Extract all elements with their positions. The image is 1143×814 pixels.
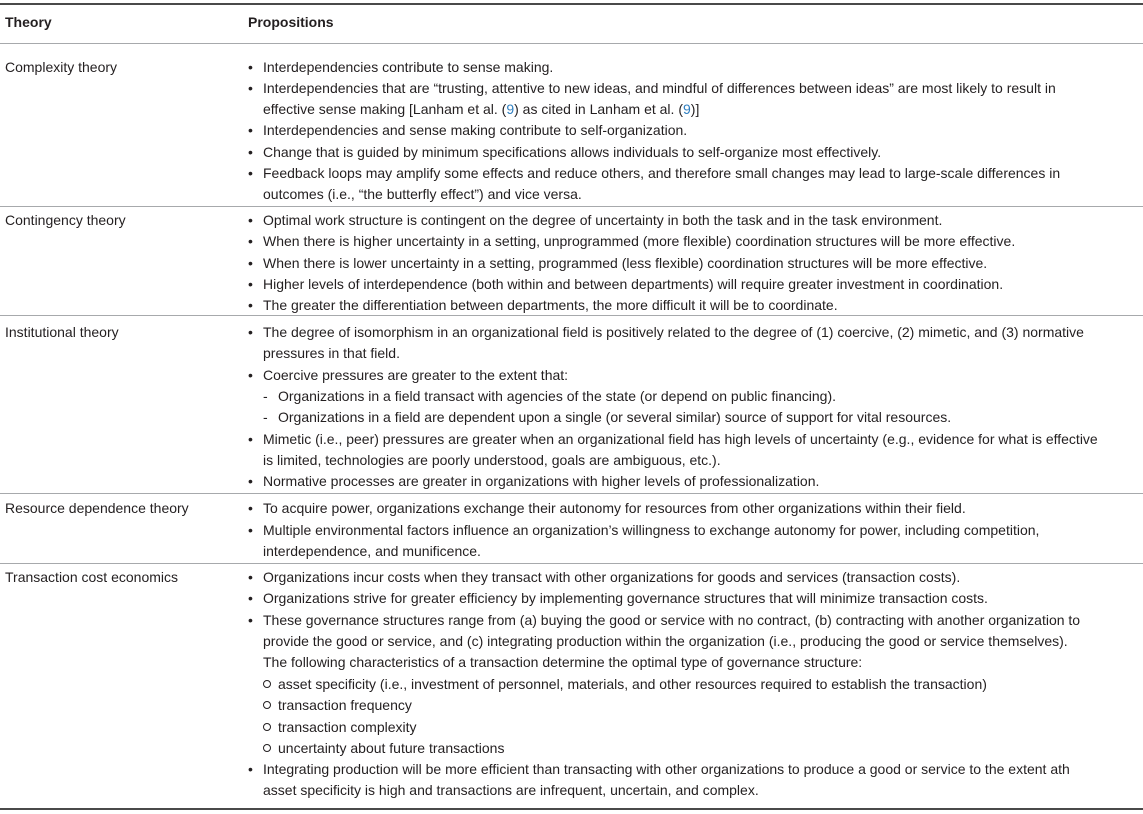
table-bottom-rule: [0, 808, 1143, 810]
row-divider: [0, 206, 1143, 207]
header-bottom-rule: [0, 43, 1143, 44]
circle-bullet: [263, 680, 271, 688]
header-theory: Theory: [5, 14, 52, 30]
dash-marker: -: [263, 388, 268, 404]
row-divider: [0, 493, 1143, 494]
circle-bullet: [263, 701, 271, 709]
proposition-line: Optimal work structure is contingent on the degree of uncertainty in both the task and in the task environment.: [263, 212, 943, 228]
theory-transaction-cost: Transaction cost economics: [5, 569, 178, 585]
dash-marker: -: [263, 409, 268, 425]
bullet: •: [248, 612, 253, 628]
sub-proposition-line: Organizations in a field are dependent upon a single (or several similar) source of support for vital resources.: [278, 409, 952, 425]
proposition-line: is limited, technologies are poorly understood, goals are ambiguous, etc.).: [263, 452, 721, 468]
proposition-line: provide the good or service, and (c) integrating production within the organization (i.e., producing the good or service themselves).: [263, 633, 1068, 649]
citation-link[interactable]: 9: [506, 101, 515, 117]
bullet: •: [248, 590, 253, 606]
bullet: •: [248, 165, 253, 181]
proposition-line: Feedback loops may amplify some effects and reduce others, and therefore small changes may lead to large-scale differences in: [263, 165, 1061, 181]
theory-contingency: Contingency theory: [5, 212, 126, 228]
proposition-line: To acquire power, organizations exchange their autonomy for resources from other organizations within their field.: [263, 500, 966, 516]
proposition-line: Multiple environmental factors influence an organization’s willingness to exchange autonomy for power, including competition,: [263, 522, 1040, 538]
row-divider: [0, 563, 1143, 564]
proposition-line: pressures in that field.: [263, 345, 400, 361]
bullet: •: [248, 761, 253, 777]
proposition-line: The degree of isomorphism in an organizational field is positively related to the degree of (1) coercive, (2) mimetic, and (3) normative: [263, 324, 1084, 340]
citation-link[interactable]: 9: [683, 101, 691, 117]
bullet: •: [248, 431, 253, 447]
bullet: •: [248, 367, 253, 383]
bullet: •: [248, 59, 253, 75]
proposition-line: Organizations strive for greater efficiency by implementing governance structures that will minimize transaction costs.: [263, 590, 988, 606]
bullet: •: [248, 276, 253, 292]
proposition-line: Integrating production will be more efficient than transacting with other organizations to produce a good or service to the extent ath: [263, 761, 1070, 777]
bullet: •: [248, 255, 253, 271]
header-propositions: Propositions: [248, 14, 334, 30]
theory-institutional: Institutional theory: [5, 324, 119, 340]
sub-proposition-line: uncertainty about future transactions: [278, 740, 505, 756]
proposition-line: Mimetic (i.e., peer) pressures are greater when an organizational field has high levels of uncertainty (e.g., evidence for what is effective: [263, 431, 1098, 447]
sub-proposition-line: asset specificity (i.e., investment of personnel, materials, and other resources required to establish the transaction): [278, 676, 987, 692]
proposition-line: Higher levels of interdependence (both within and between departments) will require greater investment in coordination.: [263, 276, 1004, 292]
proposition-line: outcomes (i.e., “the butterfly effect”) and vice versa.: [263, 186, 582, 202]
bullet: •: [248, 500, 253, 516]
circle-bullet: [263, 723, 271, 731]
sub-proposition-line: Organizations in a field transact with agencies of the state (or depend on public financing).: [278, 388, 836, 404]
proposition-line: effective sense making [Lanham et al. (9) as cited in Lanham et al. (9)]: [263, 101, 700, 117]
theory-resource-dependence: Resource dependence theory: [5, 500, 189, 516]
proposition-line: Organizations incur costs when they transact with other organizations for goods and services (transaction costs).: [263, 569, 961, 585]
sub-proposition-line: transaction complexity: [278, 719, 417, 735]
circle-bullet: [263, 744, 271, 752]
bullet: •: [248, 212, 253, 228]
proposition-line: Change that is guided by minimum specifications allows individuals to self-organize most effectively.: [263, 144, 882, 160]
proposition-line: The following characteristics of a transaction determine the optimal type of governance structure:: [263, 654, 863, 670]
bullet: •: [248, 80, 253, 96]
bullet: •: [248, 473, 253, 489]
proposition-line: Normative processes are greater in organizations with higher levels of professionalization.: [263, 473, 820, 489]
row-divider: [0, 315, 1143, 316]
bullet: •: [248, 144, 253, 160]
proposition-line: The greater the differentiation between departments, the more difficult it will be to coordinate.: [263, 297, 838, 313]
bullet: •: [248, 569, 253, 585]
bullet: •: [248, 233, 253, 249]
proposition-line: These governance structures range from (a) buying the good or service with no contract, (b) contracting with another organization to: [263, 612, 1081, 628]
proposition-line: When there is lower uncertainty in a setting, programmed (less flexible) coordination structures will be more effective.: [263, 255, 988, 271]
proposition-line: Coercive pressures are greater to the extent that:: [263, 367, 569, 383]
table-top-rule: [0, 3, 1143, 5]
proposition-line: Interdependencies that are “trusting, attentive to new ideas, and mindful of differences between ideas” are most likely to result in: [263, 80, 1056, 96]
sub-proposition-line: transaction frequency: [278, 697, 412, 713]
proposition-line: asset specificity is high and transactions are infrequent, uncertain, and complex.: [263, 782, 759, 798]
proposition-line: Interdependencies contribute to sense making.: [263, 59, 554, 75]
theory-complexity: Complexity theory: [5, 59, 118, 75]
proposition-line: Interdependencies and sense making contribute to self-organization.: [263, 122, 688, 138]
bullet: •: [248, 324, 253, 340]
proposition-line: interdependence, and munificence.: [263, 543, 481, 559]
bullet: •: [248, 122, 253, 138]
proposition-line: When there is higher uncertainty in a setting, unprogrammed (more flexible) coordination structures will be more effective.: [263, 233, 1016, 249]
bullet: •: [248, 522, 253, 538]
bullet: •: [248, 297, 253, 313]
